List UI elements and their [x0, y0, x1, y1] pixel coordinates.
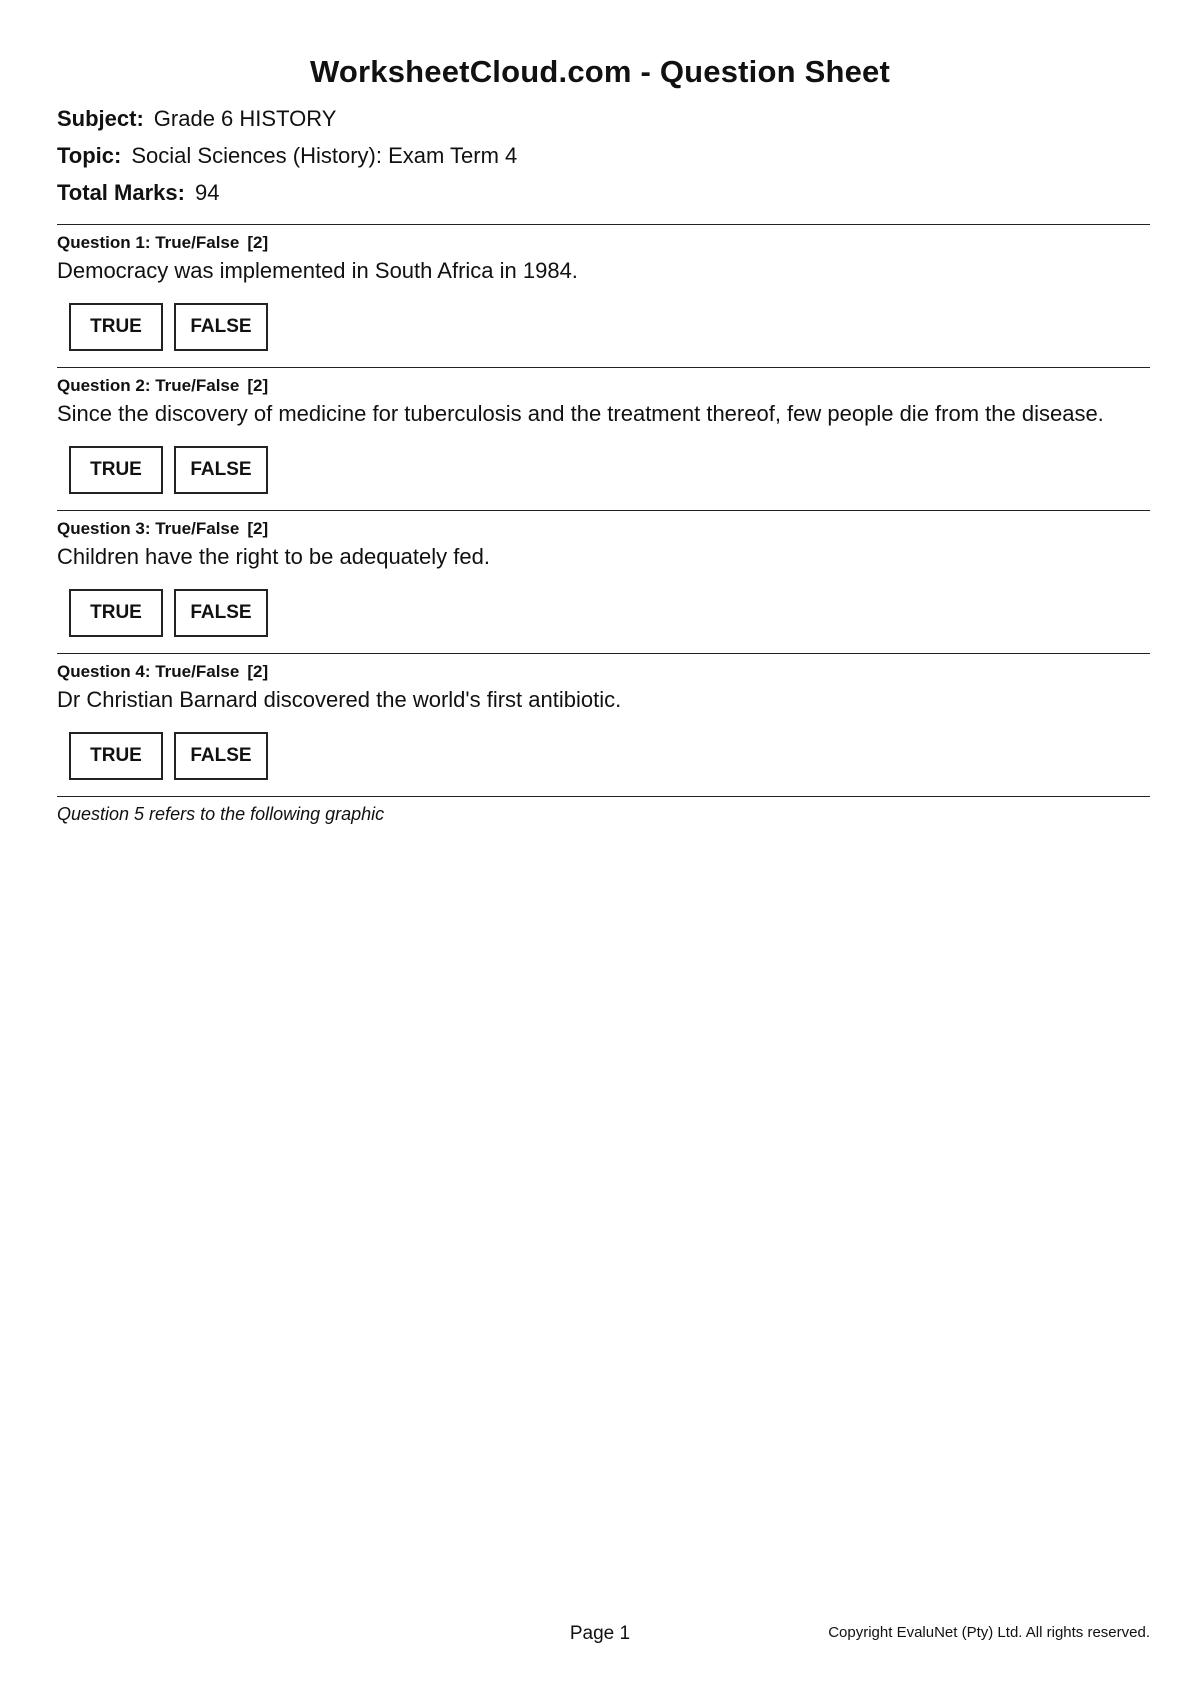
question-header: [57, 233, 1150, 253]
question-title: Question 3: True/False: [57, 519, 240, 538]
false-option[interactable]: FALSE: [174, 589, 268, 637]
topic-line: [57, 143, 517, 169]
question-list: [57, 224, 1150, 825]
subject-label: Subject:: [57, 106, 144, 131]
total-marks-line: [57, 180, 219, 206]
answer-options: [69, 589, 1150, 637]
answer-options: [69, 732, 1150, 780]
total-marks-label: Total Marks:: [57, 180, 185, 205]
question-header: [57, 519, 1150, 539]
answer-options: [69, 446, 1150, 494]
copyright-notice: Copyright EvaluNet (Pty) Ltd. All rights reserved.: [828, 1624, 1150, 1641]
false-option[interactable]: FALSE: [174, 303, 268, 351]
graphic-reference-note: Question 5 refers to the following graphic: [57, 796, 1150, 825]
page-number: Page 1: [569, 1623, 631, 1644]
subject-value: Grade 6 HISTORY: [153, 106, 337, 131]
topic-value: Social Sciences (History): Exam Term 4: [131, 143, 518, 168]
question-text: Democracy was implemented in South Africa in 1984.: [57, 258, 578, 283]
question-text: Dr Christian Barnard discovered the world's first antibiotic.: [57, 687, 622, 712]
question-text: Children have the right to be adequately fed.: [57, 544, 490, 569]
topic-label: Topic:: [57, 143, 122, 168]
question-marks: [2]: [247, 662, 269, 681]
question-4: [57, 653, 1150, 780]
total-marks-value: 94: [194, 180, 220, 205]
answer-options: [69, 303, 1150, 351]
question-header: [57, 376, 1150, 396]
false-option[interactable]: FALSE: [174, 446, 268, 494]
true-option[interactable]: TRUE: [69, 732, 163, 780]
true-option[interactable]: TRUE: [69, 589, 163, 637]
question-marks: [2]: [247, 519, 269, 538]
page-title: WorksheetCloud.com - Question Sheet: [309, 54, 890, 89]
subject-line: [57, 106, 336, 132]
question-header: [57, 662, 1150, 682]
question-title: Question 2: True/False: [57, 376, 240, 395]
question-marks: [2]: [247, 376, 269, 395]
question-title: Question 4: True/False: [57, 662, 240, 681]
true-option[interactable]: TRUE: [69, 303, 163, 351]
false-option[interactable]: FALSE: [174, 732, 268, 780]
true-option[interactable]: TRUE: [69, 446, 163, 494]
question-marks: [2]: [247, 233, 269, 252]
question-text: Since the discovery of medicine for tuberculosis and the treatment thereof, few people die from the disease.: [57, 401, 1104, 426]
question-1: [57, 224, 1150, 351]
question-title: Question 1: True/False: [57, 233, 240, 252]
question-2: [57, 367, 1150, 494]
question-3: [57, 510, 1150, 637]
